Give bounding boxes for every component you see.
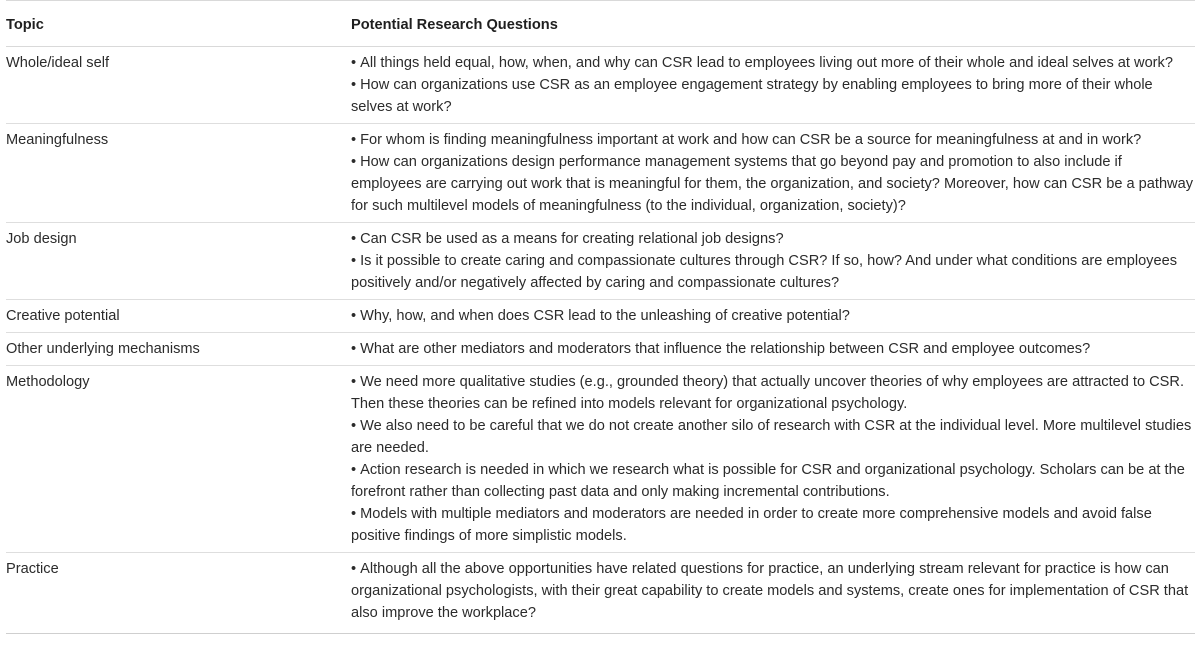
research-questions-table (6, 0, 1195, 634)
question-text: Models with multiple mediators and moderators are needed in order to create more comprehensive models and avoid false positive findings of more simplistic models. (351, 506, 1152, 544)
bullet-icon: • (351, 462, 357, 478)
questions-cell (351, 300, 1195, 333)
table-row (6, 300, 1195, 333)
question-text: What are other mediators and moderators that influence the relationship between CSR and employee outcomes? (360, 341, 1091, 357)
research-question (351, 459, 1195, 503)
questions-cell (351, 47, 1195, 124)
research-question (351, 129, 1195, 151)
research-question (351, 74, 1195, 118)
question-text: All things held equal, how, when, and why can CSR lead to employees living out more of their whole and ideal selves at work? (360, 55, 1173, 71)
questions-cell (351, 124, 1195, 223)
table-body (6, 47, 1195, 634)
header-questions: Potential Research Questions (351, 17, 558, 33)
bullet-icon: • (351, 561, 357, 577)
header-topic: Topic (6, 17, 44, 33)
table-row (6, 223, 1195, 300)
bullet-icon: • (351, 374, 357, 390)
bullet-icon: • (351, 308, 357, 324)
question-text: Action research is needed in which we research what is possible for CSR and organizational psychology. Scholars can be at the forefront rather than collecting past data and only making incremental contributions. (351, 462, 1185, 500)
table-row (6, 47, 1195, 124)
research-question (351, 503, 1195, 547)
topic-cell: Practice (6, 561, 59, 577)
research-question (351, 228, 1195, 250)
research-question (351, 415, 1195, 459)
bullet-icon: • (351, 55, 357, 71)
questions-cell (351, 223, 1195, 300)
topic-cell: Whole/ideal self (6, 55, 110, 71)
questions-cell (351, 333, 1195, 366)
question-text: Can CSR be used as a means for creating relational job designs? (360, 231, 784, 247)
research-question (351, 52, 1195, 74)
question-text: We also need to be careful that we do not create another silo of research with CSR at the individual level. More multilevel studies are needed. (351, 418, 1192, 456)
table-row (6, 333, 1195, 366)
research-question (351, 305, 1195, 327)
bullet-icon: • (351, 154, 357, 170)
topic-cell: Other underlying mechanisms (6, 341, 200, 357)
bullet-icon: • (351, 231, 357, 247)
bullet-icon: • (351, 418, 357, 434)
question-text: How can organizations use CSR as an employee engagement strategy by enabling employees to bring more of their whole selves at work? (351, 77, 1153, 115)
question-text: Is it possible to create caring and compassionate cultures through CSR? If so, how? And under what conditions are employees positively and/or negatively affected by caring and compassionate cultures? (351, 253, 1178, 291)
table-row (6, 366, 1195, 553)
question-text: How can organizations design performance management systems that go beyond pay and promotion to also include if employees are carrying out work that is meaningful for them, the organization, and society? Moreover, how can CSR be a pathway for such multilevel models of meaningfulness (to the individual, organization, society)? (351, 154, 1194, 214)
question-text: Why, how, and when does CSR lead to the unleashing of creative potential? (360, 308, 850, 324)
research-question (351, 151, 1195, 217)
question-text: We need more qualitative studies (e.g., grounded theory) that actually uncover theories of why employees are attracted to CSR. Then these theories can be refined into models relevant for organizational psychology. (351, 374, 1185, 412)
bullet-icon: • (351, 132, 357, 148)
research-question (351, 338, 1195, 360)
research-question (351, 250, 1195, 294)
topic-cell: Methodology (6, 374, 90, 390)
questions-cell (351, 553, 1195, 634)
research-question (351, 558, 1195, 624)
table-row (6, 124, 1195, 223)
topic-cell: Meaningfulness (6, 132, 109, 148)
question-text: Although all the above opportunities have related questions for practice, an underlying stream relevant for practice is how can organizational psychologists, with their great capability to create models and systems, create ones for implementation of CSR that also improve the workplace? (351, 561, 1189, 621)
table-row (6, 553, 1195, 634)
questions-cell (351, 366, 1195, 553)
research-question (351, 371, 1195, 415)
table-header (6, 1, 1195, 47)
bullet-icon: • (351, 506, 357, 522)
header-row (6, 1, 1195, 47)
question-text: For whom is finding meaningfulness important at work and how can CSR be a source for meaningfulness at and in work? (360, 132, 1142, 148)
topic-cell: Job design (6, 231, 77, 247)
topic-cell: Creative potential (6, 308, 120, 324)
bullet-icon: • (351, 77, 357, 93)
bullet-icon: • (351, 341, 357, 357)
bullet-icon: • (351, 253, 357, 269)
